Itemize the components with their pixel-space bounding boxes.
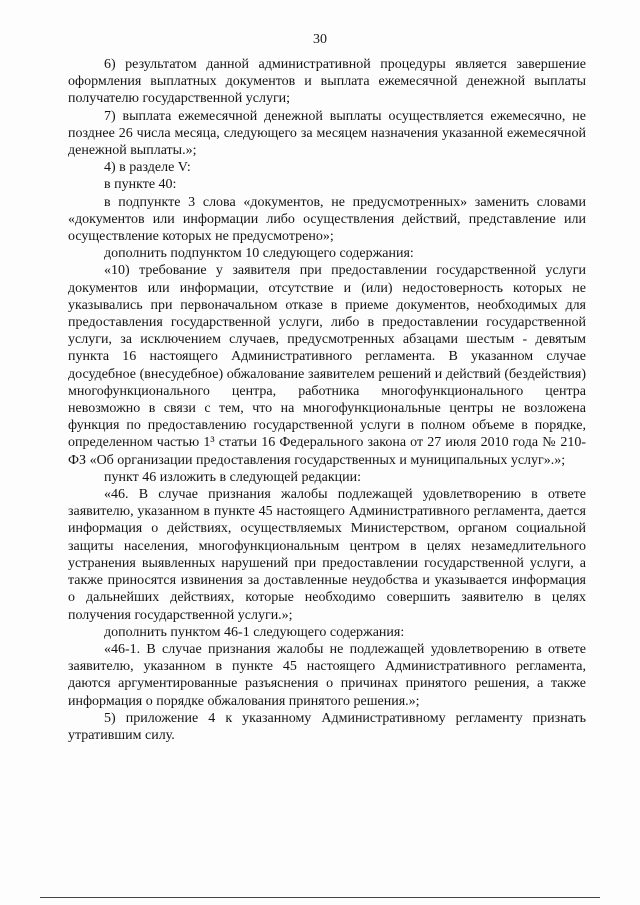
- paragraph-subpoint-3: в подпункте 3 слова «документов, не предусмотренных» заменить словами «документов или информации либо осуществления действий, представление или осуществление которых не предусмотрено»;: [68, 194, 586, 245]
- document-body: [68, 56, 586, 744]
- page-number: 30: [313, 32, 327, 47]
- paragraph-point-40: в пункте 40:: [104, 177, 177, 193]
- paragraph-section-v: 4) в разделе V:: [104, 160, 191, 176]
- paragraph-point-46-intro: пункт 46 изложить в следующей редакции:: [104, 469, 361, 485]
- paragraph-add-subpoint-10: дополнить подпунктом 10 следующего содержания:: [104, 246, 414, 262]
- paragraph-add-point-46-1: дополнить пунктом 46-1 следующего содержания:: [104, 624, 405, 640]
- bottom-rule: [40, 897, 600, 898]
- paragraph-point-46-text: «46. В случае признания жалобы подлежащей удовлетворению в ответе заявителю, указанном в пункте 45 настоящего Административного регламента, дается информация о действиях, осуществляемых Министерством, органом социальной защиты населения, многофункциональным центром в целях незамедлительного устранения выявленных нарушений при предоставлении государственной услуги, а также приносятся извинения за доставленные неудобства и указывается информация о дальнейших действиях, которые необходимо совершить заявителю в целях получения государственной услуги.»;: [68, 487, 586, 623]
- paragraph-item-7: 7) выплата ежемесячной денежной выплаты осуществляется ежемесячно, не позднее 26 числа месяца, следующего за месяцем назначения указанной ежемесячной денежной выплаты.»;: [68, 108, 586, 159]
- paragraph-subpoint-10-text: «10) требование у заявителя при предоставлении государственной услуги документов или информации, отсутствие и (или) недостоверность которых не указывались при первоначальном отказе в приеме документов, необходимых для предоставления государственной услуги, либо в предоставлении государственной услуги, за исключением случаев, предусмотренных абзацами шестым - девятым пункта 16 настоящего Административного регламента. В указанном случае досудебное (внесудебное) обжалование заявителем решений и действий (бездействия) многофункционального центра, работника многофункционального центра невозможно в связи с тем, что на многофункциональные центры не возложена функция по предоставлению государственной услуги в полном объеме в порядке, определенном частью 1³ статьи 16 Федерального закона от 27 июля 2010 года № 210-ФЗ «Об организации предоставления государственных и муниципальных услуг».»;: [68, 263, 586, 468]
- paragraph-item-5: 5) приложение 4 к указанному Административному регламенту признать утратившим силу.: [68, 710, 586, 743]
- paragraph-item-6: 6) результатом данной административной процедуры является завершение оформления выплатных документов и выплата ежемесячной денежной выплаты получателю государственной услуги;: [68, 57, 586, 107]
- paragraph-point-46-1-text: «46-1. В случае признания жалобы не подлежащей удовлетворению в ответе заявителю, указанном в пункте 45 настоящего Административного регламента, даются аргументированные разъяснения о причинах принятого решения, а также информация о порядке обжалования принятого решения.»;: [68, 641, 586, 709]
